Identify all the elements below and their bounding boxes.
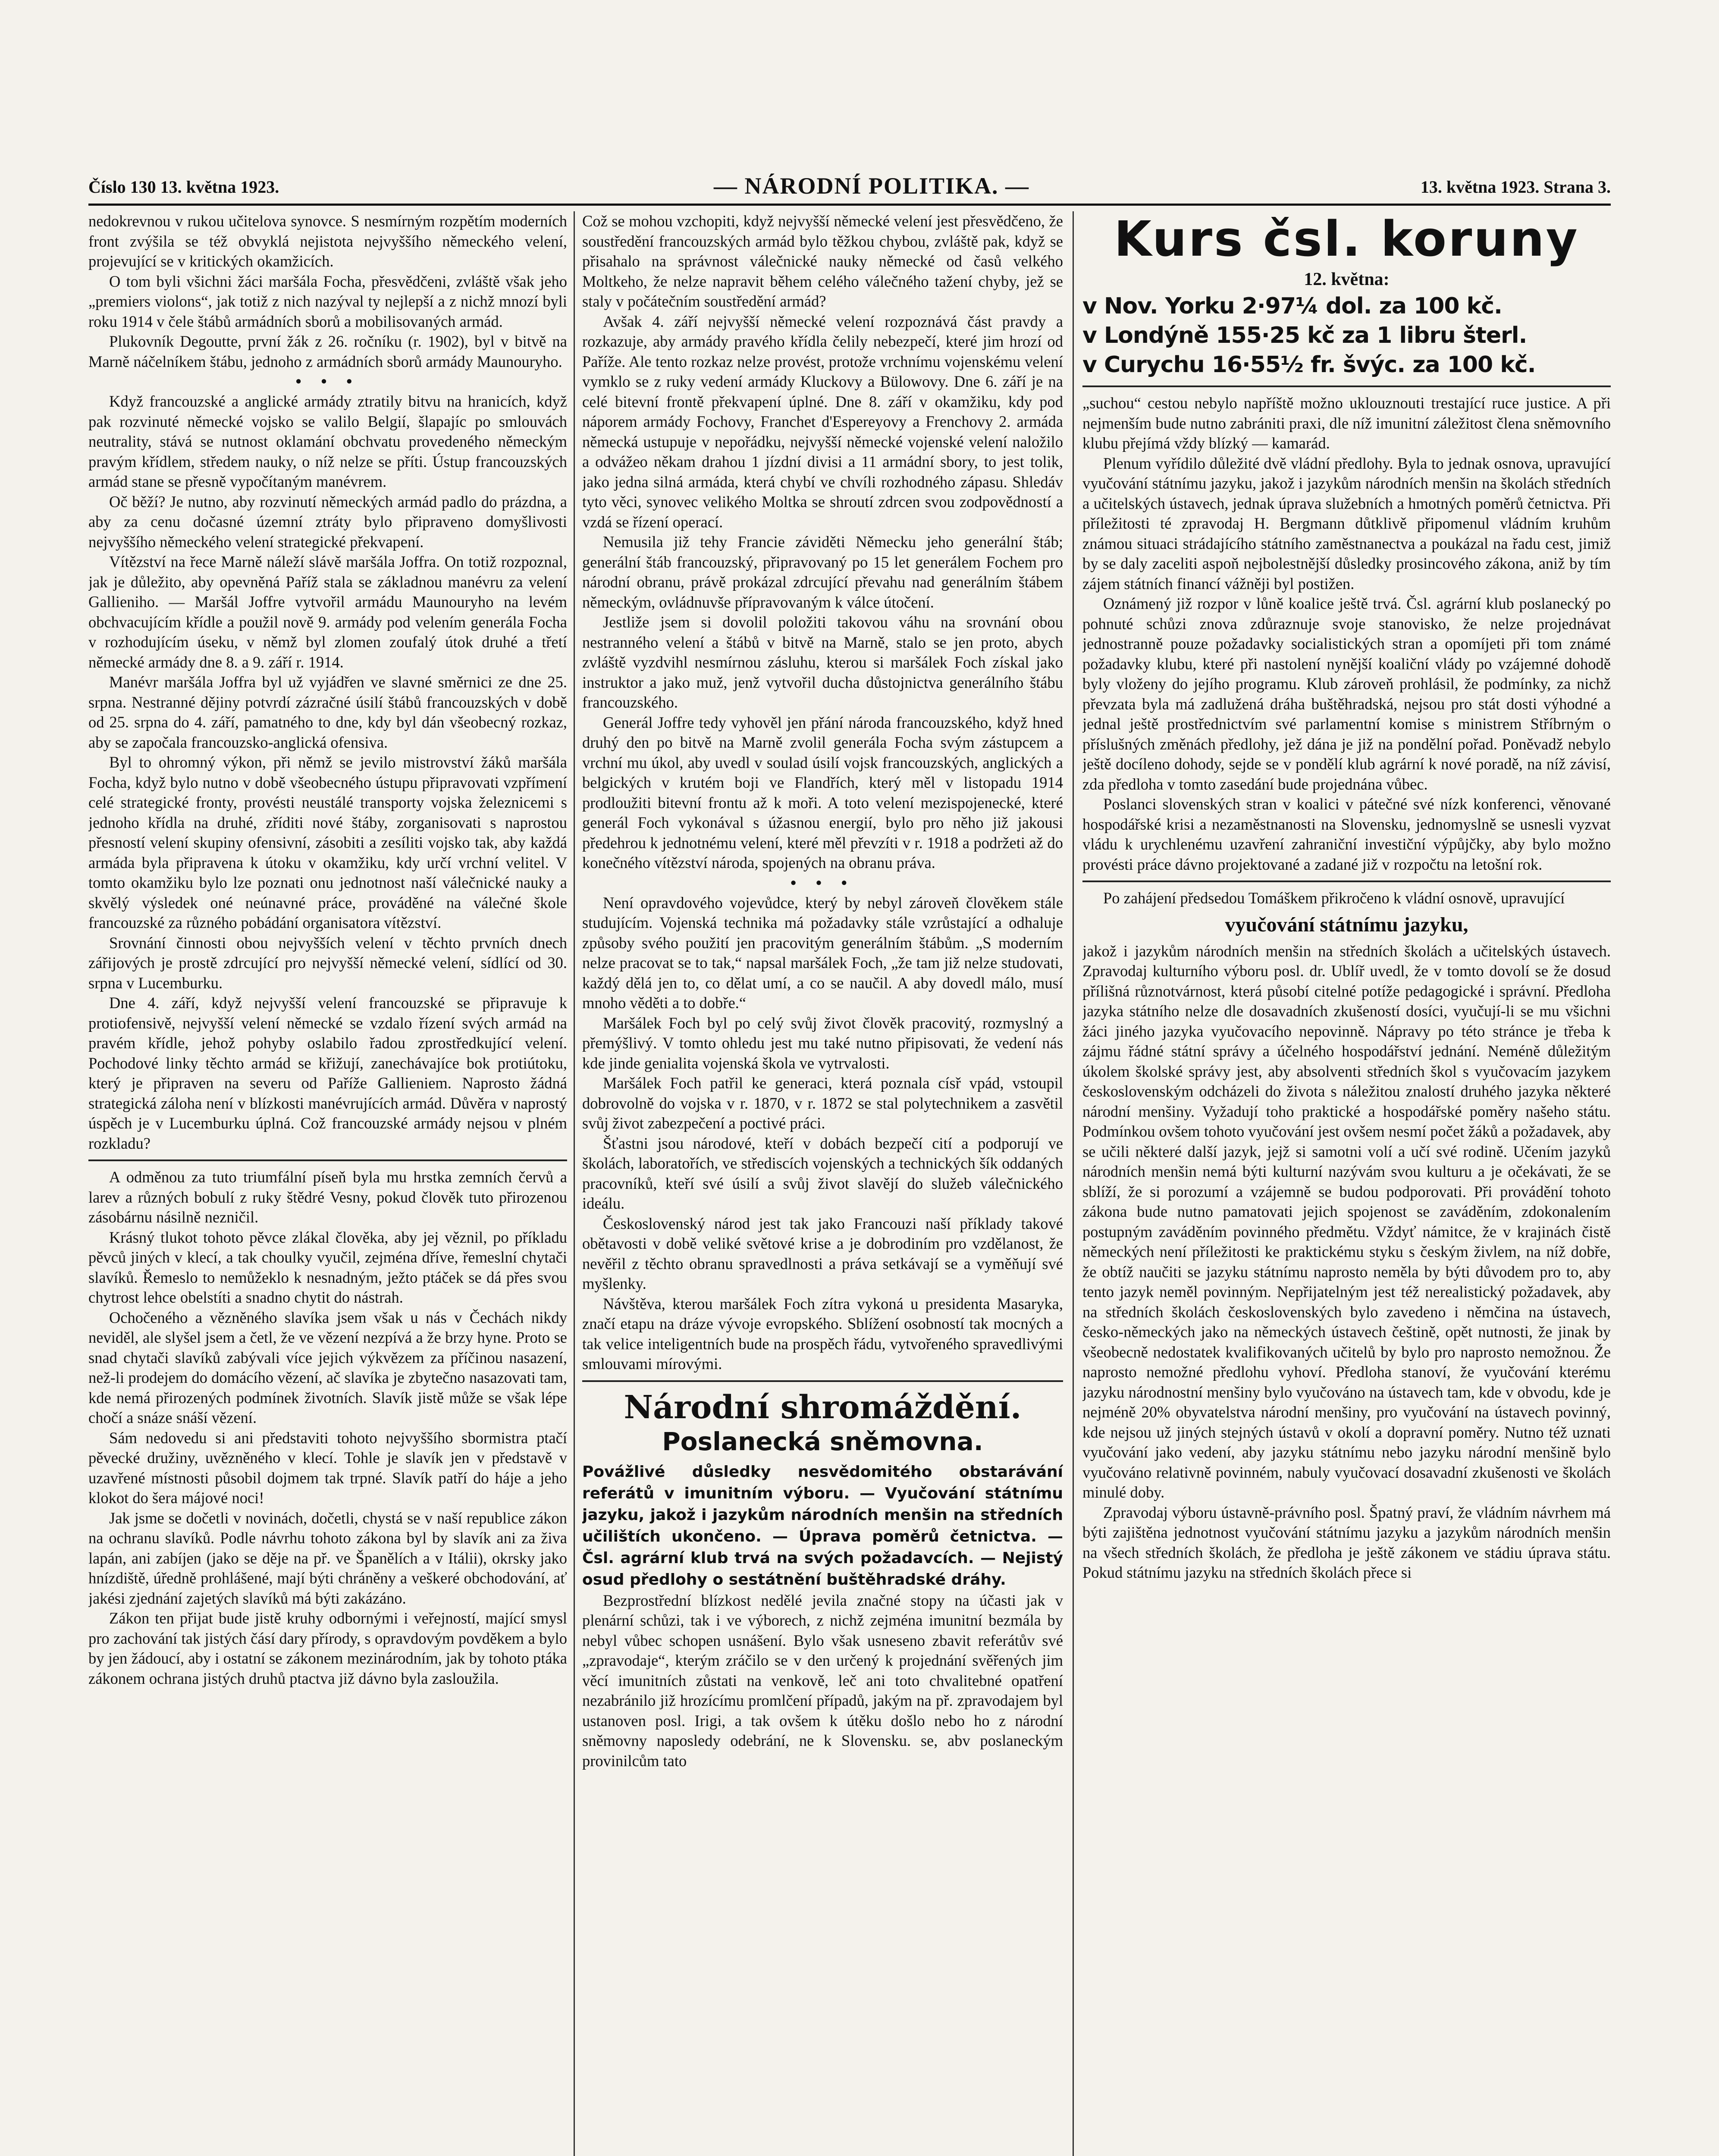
section-separator: • • •: [790, 874, 855, 892]
column-2: [582, 211, 1063, 2156]
section-separator: • • •: [295, 373, 360, 391]
header-rule: [88, 204, 1611, 206]
paragraph: Zákon ten přijat bude jistě kruhy odbornými i veřejností, mající smysl pro zachování tak jistých čásí dary přírody, s opravdovým povděkem a bylo by jen žádoucí, aby i ostatní se zákonem mezinárodním, jak by tohoto ptáka zákonem ochrana jistých druhů ptactva již dávno byla zasloužila.: [88, 1609, 567, 1687]
paragraph: Oznámený již rozpor v lůně koalice ještě trvá. Čsl. agrární klub poslanecký po pohnuté schůzi znova zdůraznuje svoje stanovisko, že nelze projednávat jednostranně pouze požadavky socialistických stran a opomíjeti při tom známé požadavky klubu, které při nastolení nynější koaliční vlády po vzájemné dohodě byly vloženy do jejího programu. Klub zároveň prohlásil, že podmínky, za nichž převzata byla má zadlužená dráha buštěhradská, nejsou pro stát dosti výhodné a jednal ještě prostřednictvím své parlamentní komise s ministrem Stříbrným o příslušných změnách předlohy, jež dána je již na pondělní pořad. Poněvadž nebylo ještě docíleno dohody, sejde se v pondělí klub agrární k nové poradě, na níž závisí, zda předloha v tomto zasedání bude projednána vůbec.: [1082, 595, 1611, 793]
column-divider-2: [1073, 211, 1074, 2156]
paragraph: nedokrevnou v rukou učitelova synovce. S nesmírným rozpětím moderních front zvýšila se též obvyklá nejistota nejvyššího německého velení, projevující se v kritických okamžicích.: [88, 212, 567, 270]
paragraph: Nemusila již tehy Francie záviděti Německu jeho generální štáb; generální štáb francouzský, připravovaný po 15 let generálem Fochem pro národní obranu, právě prokázal zdrcující převahu nad generálním štábem německým, ovládnuvše přípravovaným k válce útočení.: [582, 533, 1063, 611]
paragraph: Jestliže jsem si dovolil položiti takovou váhu na srovnání obou nestranného velení a štábů v bitvě na Marně, stalo se jen proto, abych zvláště vyzdvihl nesmírnou zásluhu, kterou si maršálek Foch získal jako instruktor a jako muž, jenž vytvořil ducha důstojnictva generálního štábu francouzského.: [582, 613, 1063, 711]
parliament-summary: Povážlivé důsledky nesvědomitého obstarávání referátů v imunitním výboru. — Vyučování státnímu jazyku, jakož i jazykům národních menšin na středních učilištích ukončeno. — Úprava poměrů četnictva. — Čsl. agrární klub trvá na svých požadavcích. — Nejistý osud předlohy o sestátnění buštěhradské dráhy.: [582, 1463, 1063, 1589]
paragraph: A odměnou za tuto triumfální píseň byla mu hrstka zemních červů a larev a různých bobulí z ruky štědré Vesny, pokud člověk tuto přirozenou zásobárnu násilně nezničil.: [88, 1168, 567, 1226]
paragraph: „suchou“ cestou nebylo napříště možno uklouznouti trestající ruce justice. A při nejmenším bude nutno zabrániti praxi, dle níž imunitní záležitost člena sněmovního klubu přejímá vždy blízký — kamarád.: [1082, 394, 1611, 452]
exchange-rate-title: Kurs čsl. koruny: [1114, 211, 1579, 267]
paragraph: Oč běží? Je nutno, aby rozvinutí německých armád padlo do prázdna, a aby za cenu dočasné územní ztráty bylo připraveno domyšlivosti nejvyššího německého velení strategické překvapení.: [88, 492, 567, 551]
paragraph: Vítězství na řece Marně náleží slávě maršála Joffra. On totiž rozpoznal, jak je důležito, aby opevněná Paříž stala se základnou manévru za velení Gallieniho. — Maršál Joffre vytvořil armádu Maunouryho na levém obchvacujícím křídle a použil nově 9. armády pod velením generála Focha v rozhodujícím úseku, v němž byl zlomen zoufalý útok druhé a třetí německé armády dne 8. a 9. září r. 1914.: [88, 553, 567, 671]
exchange-rate-date: 12. května:: [1304, 270, 1390, 289]
paragraph: Byl to ohromný výkon, při němž se jevilo mistrovství žáků maršála Focha, když bylo nutno v době všeobecného ústupu připravovati vzpřímení celé strategické fronty, provésti neustálé transporty vojska železnicemi s jednoho křídla na druhé, zříditi nové štáby, zorganisovati s naprostou přesností velení skupiny ofensivní, zásobiti a zesíliti vojsko tak, aby každá armáda byla připravena k útoku v okamžiku, kdy určí vrchní velitel. V tomto okamžiku bylo lze poznati onu jednotnost naší válečnické nauky a skvělý výsledek oné neúnavné práce, prováděné na válečné škole francouzské za různého pobádání organisatora vítězství.: [88, 753, 567, 931]
paragraph: jakož i jazykům národních menšin na středních školách a učitelských ústavech. Zpravodaj kulturního výboru posl. dr. Ublíř uvedl, že v tomto dovolí se že dosud přílišná různotvárnost, která působí citelné potíže pedagogické i správní. Předloha jazyka státního nelze dle dosavadních zkušeností dosíci, vyučují-li se mu všichni žáci jiného jazyka vyučovacího nepovinně. Nápravy po této stránce je třeba k zájmu řádné státní správy a účelného hospodářství jednání. Neméně důležitým úkolem školské správy jest, aby absolventi středních škol s vyučovacím jazykem československým odcházeli do života s náležitou znalostí druhého jazyka některé národní menšiny. Vyžadují toho praktické a hospodářské poměry našeho státu. Podmínkou ovšem tohoto vyučování jest ovšem nesmí počet žáků a požadavek, aby se učili některé další jazyk, jejž si samotni volí a učí své rodině. Učením jazyků národních menšin nemá býti kulturní nazývám svou kulturu a je očekávati, že se sblíží, že si porozumí a vzájemně se budou podporovati. Při provádění tohoto zákona bude nutno pamatovati jejich spojenost se zaváděním, zdokonalením postupným zaváděním povinného předmětu. Vždyť námitce, že v krajinách čistě německých není příležitosti ke praktickému styku s českým živlem, na níž dobře, že obtíž naučiti se jazyku státnímu naprosto neměla by býti důvodem pro to, aby tento jazyk neměl povinným. Nepřijatelným jest též nerealistický požadavek, aby na středních školách československých bylo zavedeno i němčina na ústavech, česko-německých jako na německých ústavech češtině, opět nutnosti, že jinak by všeobecně nedostatek kvalifikovaných učitelů by bylo pro naprosto nemožnou. Že naprosto nemožné předlohu vyhoví. Předloha stanoví, že vyučování kterému jazyku národnostní menšiny bylo vyučováno na ústavech tam, kde v obvodu, kde je nejméně 20% obyvatelstva národní menšiny, pro vyučování na ústavech povinný, kde nejsou už jiných stejných ústavů v okolí a dopravní poměry. Nutno též uznati vyučování jako vedení, aby jazyku státnímu nebo jazyku národní menšině bylo vyučováno relativně povinném, nabuly vyučovací dosavadní zkušenosti ve školách minulé doby.: [1082, 942, 1611, 1501]
column-3: [1082, 211, 1611, 2156]
paragraph: Sám nedovedu si ani představiti tohoto nejvyššího sbormistra ptačí pěvecké družiny, uvězněného v klecí. Tohle je slavík jen v představě v uzavřené místnosti působil dojmem tak trpné. Slavík patří do háje a jeho klokot do šera májové noci!: [88, 1429, 567, 1507]
paragraph: Srovnání činnosti obou nejvyšších velení v těchto prvních dnech zářijových je prostě zdrcující pro nejvyšší německé velení, sídlící od 30. srpna v Lucemburku.: [88, 934, 567, 992]
article-divider: [88, 1159, 567, 1161]
paragraph: Plenum vyřídilo důležité dvě vládní předlohy. Byla to jednak osnova, upravující vyučování státnímu jazyku, jakož i jazykům národních menšin na školách středních a učitelských ústavech, jednak úprava služebních a hmotných poměrů četnictva. Při příležitosti té zpravodaj H. Bergmann důtklivě připomenul vládním kruhům známou situaci strádajícího státního zaměstnanectva a poukázal na řadu cest, jimiž by se daly zaceliti aspoň nejbolestnější důsledky prosincového zákona, aniž by tím zájem státních financí vážněji byl postižen.: [1082, 454, 1611, 592]
parliament-headline: Národní shromáždění.: [624, 1388, 1022, 1426]
paragraph: Plukovník Degoutte, první žák z 26. ročníku (r. 1902), byl v bitvě na Marně náčelníkem štábu, jednoho z armádních sborů armády Maunouryho.: [88, 332, 567, 370]
paragraph: Krásný tlukot tohoto pěvce zlákal člověka, aby jej věznil, po příkladu pěvců jiných v klecí, a tak choulky vyučil, zejména dříve, řemeslní chytači slavíků. Řemeslo to nemůžeklo k nesnadným, ježto ptáček se dá přes svou chytrost lehce obelstíti a snadno chytit do nástrah.: [88, 1228, 567, 1306]
parliament-subheadline: Poslanecká sněmovna.: [662, 1426, 983, 1456]
paragraph: Manévr maršála Joffra byl už vyjádřen ve slavné směrnici ze dne 25. srpna. Nestranné dějiny potvrdí zázračné úsilí štábů francouzských v době od 25. srpna do 4. září, pamatného to dne, kdy byl dán všeobecný rozkaz, aby se započala francouzsko-anglická ofensiva.: [88, 673, 567, 751]
exchange-rate-london: v Londýně 155·25 kč za 1 libru šterl.: [1082, 323, 1527, 348]
article-divider: [582, 1380, 1063, 1382]
paragraph: Dne 4. září, když nejvyšší velení francouzské se připravuje k protiofensivě, nejvyšší velení německé se vzdalo řízení svých armád na pravém křídle, jehož pohyby oslabilo řadou zprostředkující velení. Pochodové linky těchto armád se křižují, zanechávajíce bok protiútoku, který je připraven na severu od Paříže Gallieniem. Naprosto žádná strategická záloha není v blízkosti manévrujících armád. Důvěra v naprostý úspěch je v Lucemburku úplná. Což francouzské armády nejsou v plném rozkladu?: [88, 994, 567, 1152]
article-divider: [1082, 881, 1611, 882]
column-divider-1: [574, 211, 575, 2156]
paragraph: Maršálek Foch patřil ke generaci, která poznala císř vpád, vstoupil dobrovolně do vojska v r. 1870, v r. 1872 se stal polytechnikem a zasvětil svůj život zabezpečení a poctivé práci.: [582, 1074, 1063, 1132]
paragraph: Maršálek Foch byl po celý svůj život člověk pracovitý, rozmyslný a přemýšlivý. V tomto ohledu jest mu také nutno připisovati, že vedení nás kde jinde genialita vojenská škola ve vytrvalosti.: [582, 1014, 1063, 1072]
column-1: [88, 211, 567, 2156]
paragraph: Generál Joffre tedy vyhověl jen přání národa francouzského, když hned druhý den po bitvě na Marně zvolil generála Focha svým zástupcem a vrchní mu úkol, aby uvedl v soulad úsilí vojsk francouzských, anglických a belgických v krutém boji ve Flandřích, který měl v listopadu 1914 prodloužiti bitevní frontu až k moři. A toto velení mezispojenecké, které generál Foch vykonával s úžasnou energií, bylo pro něho již jakousi předehrou k jednotnému velení, které měl převzíti v r. 1918 a podržeti až do konečného vítězství národa, spojených na obranu práva.: [582, 713, 1063, 871]
paragraph: Avšak 4. září nejvyšší německé velení rozpoznává část pravdy a rozkazuje, aby armády pravého křídla čelily nebezpečí, které jim hrozí od Paříže. Ale tento rozkaz nelze provést, protože vrchnímu vojenskému velení vymklo se z ruky vedení armády Kluckovy a Bülowovy. Dne 6. září je na celé bitevní frontě překvapení úplné. Dne 8. září v okamžiku, kdy pod náporem armády Fochovy, Franchet d'Espereyovy a Frenchovy 2. armáda německá ustupuje v nepořádku, nejvyšší německé vojenské velení naložilo a odvážeo někam drahou 1 jízdní divisi a 11 armádní sbory, to jest tolik, jako jedna silná armáda, která chybí ve chvíli rozhodného zápasu. Shledáv tyto věci, synovec velikého Moltka se shroutí zdrcen svou zodpovědností a vzdá se řízení operací.: [582, 312, 1063, 531]
header-page-number: 13. května 1923. Strana 3.: [1420, 177, 1611, 197]
paragraph: Zpravodaj výboru ústavně-právního posl. Špatný praví, že vládním návrhem má býti zajištěna jednotnost vyučování státnímu jazyku a jazykům národních menšin na všech středních školách, že předloha je ještě zákonem ve stádiu úprava státu. Pokud státnímu jazyku na středních školách přece si: [1082, 1503, 1611, 1581]
article-divider: [1082, 385, 1611, 387]
paragraph: Po zahájení předsedou Tomáškem přikročeno k vládní osnově, upravující: [1103, 889, 1565, 907]
paragraph: Což se mohou vzchopiti, když nejvyšší německé velení jest přesvědčeno, že soustředění francouzských armád bylo těžkou chybou, zvláště pak, když se přisahalo na správnost válečnické nauky německé od časů velkého Moltkeho, že nelze napravit během celého válečného tažení chyby, jež se staly v počátečním soustředění armád?: [582, 212, 1063, 310]
paragraph: Československý národ jest tak jako Francouzi naší příklady takové obětavosti v době veliké světové krise a je dobrodiním pro vzdělanost, že nevěřil z těchto obranu spravedlnosti a práva setkávají se a vyměňují své myšlenky.: [582, 1214, 1063, 1292]
header-masthead: — NÁRODNÍ POLITIKA. —: [714, 173, 1030, 199]
paragraph: Šťastni jsou národové, kteří v dobách bezpečí cití a podporují ve školách, laboratořích, ve střediscích vojenských a technických šík oddaných pracovníků, kteří své úsilí a svůj život slavějí do služeb válečnického ideálu.: [582, 1134, 1063, 1212]
paragraph: Není opravdového vojevůdce, který by nebyl zároveň člověkem stále studujícím. Vojenská technika má požadavky stále vzrůstající a odhaluje způsoby svého použití jen pracovitým generálním štábům. „S moderním nelze pracovat se to tak,“ napsal maršálek Foch, „že tam již nelze studovati, každý dělá jen to, co dělat umí, a co se naučil. A aby dovedl málo, musí mnoho věděti a to dobře.“: [582, 893, 1063, 1012]
paragraph: Bezprostřední blízkost nedělé jevila značné stopy na účasti jak v plenární schůzi, tak i ve výborech, z nichž zejména imunitní bezmála by nebyl vůbec schopen usnášení. Bylo však usneseno zbavit referátův své „zpravodaje“, kterým zráčilo se v den určený k projednání svěřených jim věcí imunitních zůstati na venkově, leč ani toto chvalitebné opatření nezabránilo již hrozícímu promlčení případů, jakým na př. zpravodajem byl ustanoven posl. Irigi, a tak ovšem k útěku došlo nebo ho z národní sněmovny naposledy odebrání, ne k Slovensku. se, abv poslaneckým provinilcům tato: [582, 1591, 1063, 1770]
page-header: [88, 172, 1611, 198]
section-subheading: vyučování státnímu jazyku,: [1225, 913, 1468, 936]
paragraph: Návštěva, kterou maršálek Foch zítra vykoná u presidenta Masaryka, značí etapu na dráze vývoje evropského. Sblížení osobností tak mocných a tak velice inteligentních bude na prospěch řádu, vytvořeného spravedlivými smlouvami mírovými.: [582, 1294, 1063, 1373]
paragraph: Poslanci slovenských stran v koalici v pátečné své nízk konferenci, věnované hospodářské krisi a nezaměstnanosti na Slovensku, jednomyslně se usnesli vyzvat vládu k urychlenému uzavření zahraniční investiční výpůjčky, aby bylo možno provésti práce dávno projektované a zadané již v rozpočtu na letošní rok.: [1082, 795, 1611, 873]
exchange-rate-zurich: v Curychu 16·55½ fr. švýc. za 100 kč.: [1082, 352, 1536, 378]
exchange-rate-new-york: v Nov. Yorku 2·97¼ dol. za 100 kč.: [1082, 293, 1502, 319]
paragraph: Ochočeného a vězněného slavíka jsem však u nás v Čechách nikdy neviděl, ale slyšel jsem a četl, že ve vězení nezpívá a že brzy hyne. Proto se snad chytači slavíků zabývali více jejich výkvězem za příčinou nasazení, než-li prodejem do domácího vězení, ač slavíka je zbytečno nasazovati tam, kde nemá přirozených podmínek životních. Slavík jistě může se však lépe chočí a snáze snáší vězení.: [88, 1308, 567, 1426]
paragraph: O tom byli všichni žáci maršála Focha, přesvědčeni, zvláště však jeho „premiers violons“, jak totiž z nich nazýval ty nejlepší a z nichž mnozí byli roku 1914 v čele štábů armádních sborů a mobilisovaných armád.: [88, 272, 567, 330]
paragraph: Jak jsme se dočetli v novinách, dočetli, chystá se v naší republice zákon na ochranu slavíků. Podle návrhu tohoto zákona byl by slavík ani za živa lapán, ani zabíjen (jako se děje na př. ve Španělích a v Itálii), okrsky jako hnízdiště, úředně prohlášené, mají býti chráněny a veškeré obchodování, ať jakési zjednání zajetých slavíků má býti zakázáno.: [88, 1509, 567, 1607]
header-issue-date: Číslo 130 13. května 1923.: [88, 177, 279, 197]
paragraph: Když francouzské a anglické armády ztratily bitvu na hranicích, když pak rozvinuté německé vojsko se valilo Belgií, šlapajíc po smlouvách neutrality, stává se nutnost oklamání obchvatu provedeného německým pravým křídlem, středem nauky, o níž nelze se příti. Ústup francouzských armád stane se přesně vypočítaným manévrem.: [88, 392, 567, 490]
